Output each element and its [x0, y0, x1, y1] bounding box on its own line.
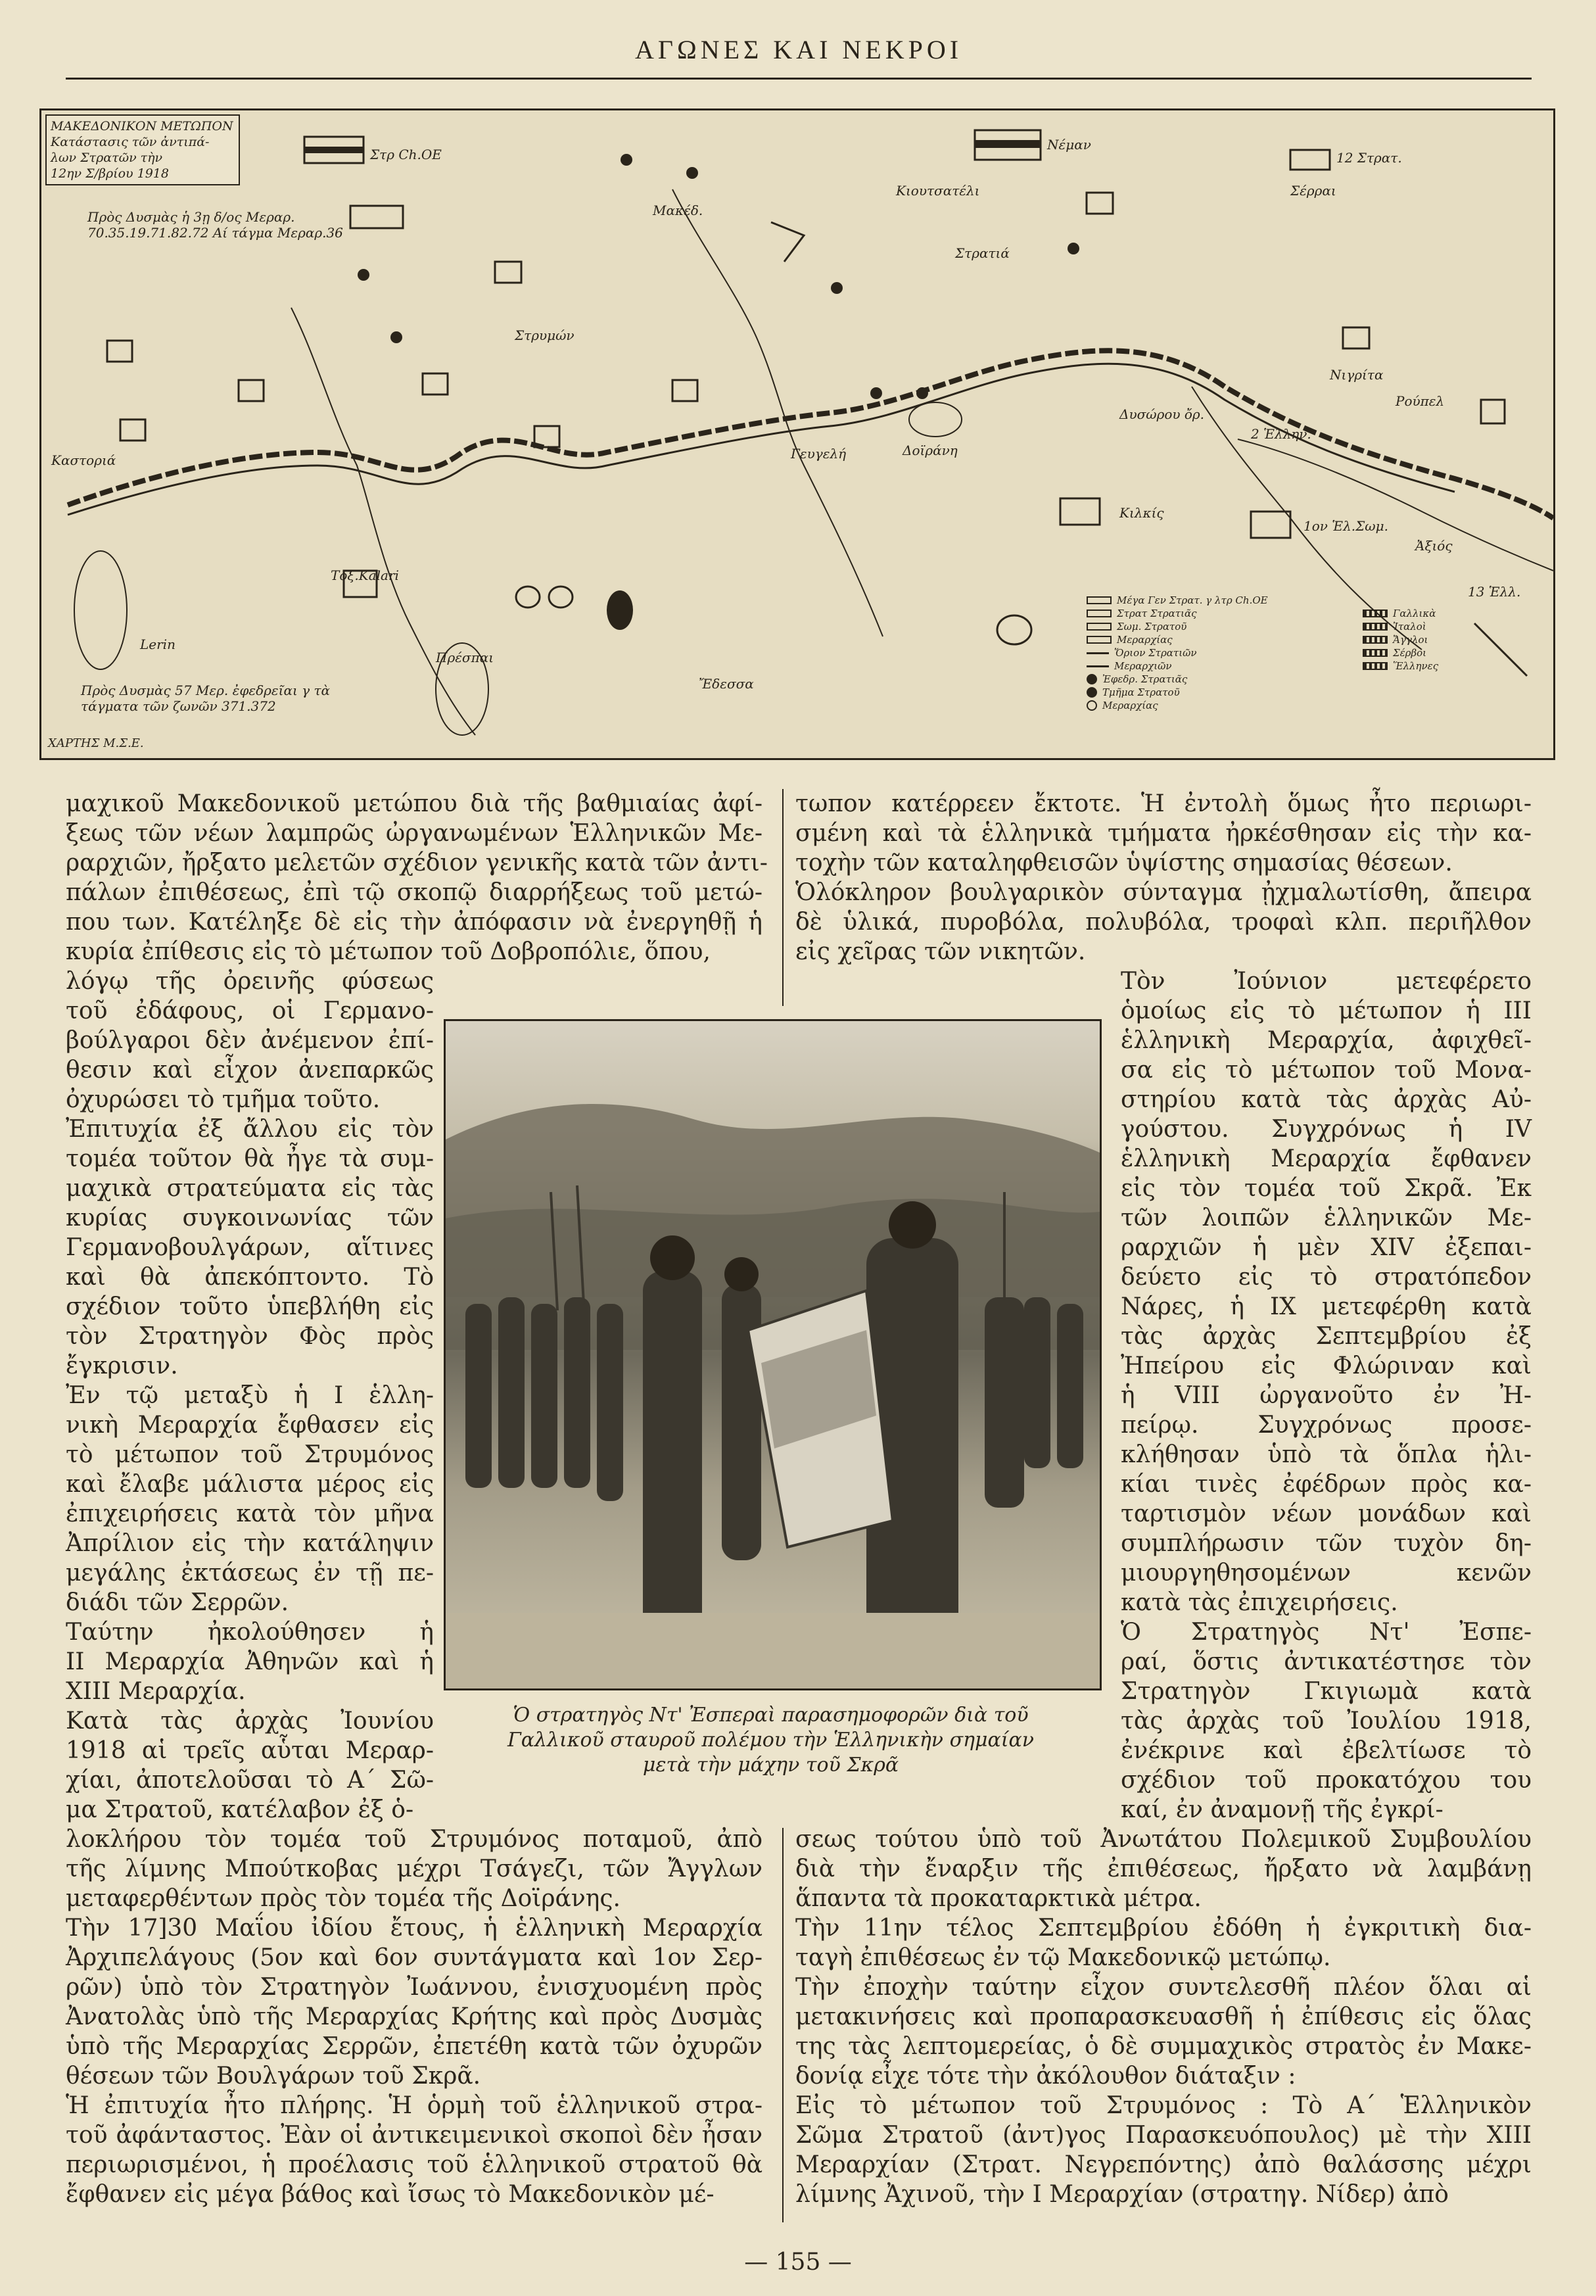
- right-column-top: [795, 789, 1532, 967]
- legend-label: Μεραρχιῶν: [1114, 660, 1172, 672]
- text-line: τοῦ ἐδάφους, οἱ Γερμανο-: [66, 997, 434, 1024]
- text-line: Ἀνατολὰς ὑπὸ τῆς Μεραρχίας Κρήτης καὶ πρὸς Δυσμὰς: [66, 2003, 763, 2030]
- legend-label: Στρατ Στρατιᾶς: [1117, 608, 1197, 619]
- text-line: εἰς χεῖρας τῶν νικητῶν.: [795, 938, 1086, 965]
- right-column-bottom: [795, 1825, 1532, 2209]
- text-line: τὸν Στρατηγὸν Φὸς πρὸς: [66, 1323, 434, 1350]
- legend-swatch: [1087, 652, 1109, 654]
- text-line: ἑλληνικὴ Μεραρχία ἔφθανεν: [1121, 1145, 1532, 1172]
- text-line: θέσεων τῶν Βουλγάρων τοῦ Σκρᾶ.: [66, 2063, 481, 2090]
- map-legend: [1087, 594, 1534, 745]
- legend-swatch: [1363, 623, 1388, 631]
- text-line: συμπλήρωσιν τῶν τυχὸν δη-: [1121, 1530, 1532, 1557]
- photo-scene: [446, 1021, 1100, 1688]
- map-title-line: ΜΑΚΕΔΟΝΙΚΟΝ ΜΕΤΩΠΟΝ: [51, 119, 233, 133]
- text-line: Νάρες, ἡ IX μετεφέρθη κατὰ: [1121, 1293, 1532, 1320]
- text-line: στηρίου κατὰ τὰς ἀρχὰς Αὐ-: [1121, 1086, 1532, 1113]
- text-line: κίαι τινὲς ἐφέδρων πρὸς κα-: [1121, 1471, 1532, 1498]
- text-line: ρῶν) ὑπὸ τὸν Στρατηγὸν Ἰωάννου, ἐνισχυομένη πρὸς: [66, 1974, 763, 2001]
- text-line: δὲ ὑλικά, πυροβόλα, πολυβόλα, τροφαὶ κλπ. περιῆλθον: [795, 909, 1532, 936]
- text-line: που των. Κατέληξε δὲ εἰς τὴν ἀπόφασιν νὰ ἐνεργηθῇ ἡ: [66, 909, 763, 936]
- text-line: κυρία ἐπίθεσις εἰς τὸ μέτωπον τοῦ Δοβροπόλιε, ὅπου,: [66, 938, 711, 965]
- text-line: σμένη καὶ τὰ ἑλληνικὰ τμήματα ἠρκέσθησαν εἰς τὴν κα-: [795, 820, 1532, 847]
- photograph: [444, 1019, 1102, 1690]
- text-line: Ἀρχιπελάγους (5ον καὶ 6ον συντάγματα καὶ 1ον Σερ-: [66, 1944, 763, 1971]
- text-line: τοῦ ἀφάνταστος. Ἐὰν οἱ ἀντικειμενικοὶ σκοποὶ δὲν ἦσαν: [66, 2122, 763, 2149]
- text-line: Ὁ Στρατηγὸς Ντ' Ἐσπε-: [1121, 1619, 1532, 1646]
- river-axios: [672, 189, 883, 636]
- reserve-markers: [516, 586, 1031, 644]
- map-label: 12 Στρατ.: [1336, 150, 1402, 166]
- text-line: λίμνης Ἀχινοῦ, τὴν Ι Μεραρχίαν (στρατηγ. Νίδερ) ἀπὸ: [795, 2181, 1449, 2208]
- map-label: Σέρραι: [1290, 183, 1336, 199]
- legend-swatch: [1087, 665, 1109, 667]
- map-title-line: λων Στρατῶν τὴν: [51, 151, 163, 165]
- text-line: Ἐπιτυχία ἐξ ἄλλου εἰς τὸν: [66, 1116, 434, 1143]
- text-line: διάδι τῶν Σερρῶν.: [66, 1589, 289, 1616]
- text-line: ἔγκρισιν.: [66, 1352, 178, 1379]
- text-line: Τὴν 17]30 Μαΐου ἰδίου ἔτους, ἡ ἑλληνικὴ Μεραρχία: [66, 1915, 763, 1942]
- text-line: καὶ θὰ ἀπεκόπτοντο. Τὸ: [66, 1264, 434, 1291]
- map-label: Ἀξιός: [1415, 538, 1453, 554]
- map-left-note-2: Πρὸς Δυσμὰς 57 Μερ. ἐφεδρεῖαι γ τὰ τάγματα τῶν ζωνῶν 371.372: [81, 682, 331, 714]
- page-number: — 155 —: [744, 2249, 852, 2276]
- text-line: ΧΙΙΙ Μεραρχία.: [66, 1678, 246, 1705]
- legend-swatch: [1087, 674, 1097, 684]
- caption-line: Γαλλικοῦ σταυροῦ πολέμου τὴν Ἑλληνικὴν σημαίαν: [507, 1729, 1035, 1752]
- text-line: ἅπαντα τὰ προκαταρκτικὰ μέτρα.: [795, 1885, 1202, 1912]
- text-line: διὰ τὴν ἔναρξιν τῆς ἐπιθέσεως, ἤρξατο νὰ λαμβάνῃ: [795, 1855, 1532, 1882]
- text-line: τῶν λοιπῶν ἑλληνικῶν Με-: [1121, 1205, 1532, 1232]
- text-line: καί, ἐν ἀναμονῇ τῆς ἐγκρί-: [1121, 1796, 1443, 1823]
- text-line: Ἡ ἐπιτυχία ἦτο πλήρης. Ἡ ὁρμὴ τοῦ ἑλληνικοῦ στρα-: [66, 2092, 763, 2119]
- lake-doirani: [909, 402, 962, 437]
- text-line: κυρίας συγκοινωνίας τῶν: [66, 1205, 434, 1232]
- map-title-line: Κατάστασις τῶν ἀντιπά-: [51, 135, 210, 149]
- map-label: Στρατιά: [955, 245, 1010, 261]
- text-line: ἐπιχειρήσεις κατὰ τὸν μῆνα: [66, 1500, 434, 1527]
- map-label: Τοξ.Kalari: [331, 567, 399, 583]
- text-line: μαχικοῦ Μακεδονικοῦ μετώπου διὰ τῆς βαθμιαίας ἀφί-: [66, 790, 763, 817]
- map-label: Δυσώρου ὄρ.: [1119, 406, 1205, 422]
- text-line: μεταφερθέντων πρὸς τὸν τομέα τῆς Δοϊράνης.: [66, 1885, 621, 1912]
- text-line: ραρχιῶν, ἤρξατο μελετῶν σχέδιον γενικῆς κατὰ τῶν ἀντι-: [66, 849, 768, 876]
- text-line: Στρατηγὸν Γκιγιωμὰ κατὰ: [1121, 1678, 1532, 1705]
- text-line: δονίᾳ εἶχε τότε τὴν ἀκόλουθον διάταξιν :: [795, 2063, 1296, 2090]
- text-line: μιουργηθησομένων κενῶν: [1121, 1560, 1532, 1587]
- text-line: ἔφθανεν εἰς μέγα βάθος καὶ ἴσως τὸ Μακεδονικὸν μέ-: [66, 2181, 715, 2208]
- legend-swatch: [1087, 636, 1112, 644]
- legend-label: Σωμ. Στρατοῦ: [1117, 621, 1187, 633]
- text-line: τὰς ἀρχὰς Σεπτεμβρίου ἐξ: [1121, 1323, 1532, 1350]
- text-line: Ἀπρίλιον εἰς τὴν κατάληψιν: [66, 1530, 434, 1557]
- river-west: [291, 308, 475, 735]
- legend-swatch: [1363, 610, 1388, 617]
- text-line: ταρτισμὸν νέων μονάδων καὶ: [1121, 1500, 1532, 1527]
- text-line: σχέδιον τοῦτο ὑπεβλήθη εἰς: [66, 1293, 434, 1320]
- map-credit: ΧΑΡΤΗΣ Μ.Σ.Ε.: [48, 736, 144, 750]
- map-label: Πρέσπαι: [436, 650, 494, 665]
- map-label: Κιλκίς: [1119, 505, 1164, 521]
- map-label: Γευγελή: [791, 446, 847, 462]
- text-line: τομέα τοῦτον θὰ ἦγε τὰ συμ-: [66, 1145, 434, 1172]
- text-line: τωπον κατέρρεεν ἔκτοτε. Ἡ ἐντολὴ ὅμως ἦτο περιωρι-: [795, 790, 1532, 817]
- text-line: Τὴν 11ην τέλος Σεπτεμβρίου ἐδόθη ἡ ἐγκριτικὴ δια-: [795, 1915, 1532, 1942]
- text-line: ταγὴ ἐπιθέσεως ἐν τῷ Μακεδονικῷ μετώπῳ.: [795, 1944, 1331, 1971]
- text-line: 1918 αἱ τρεῖς αὗται Μεραρ-: [66, 1737, 434, 1764]
- text-line: Σῶμα Στρατοῦ (ἀντ)γος Παρασκευόπουλος) μὲ τὴν ΧΙΙΙ: [795, 2122, 1532, 2149]
- map-left-note: Πρὸς Δυσμὰς ἡ 3ῃ δ/ος Μεραρ. 70.35.19.71.82.72 Αί τάγμα Μεραρ.36: [87, 209, 343, 241]
- caption-line: μετὰ τὴν μάχην τοῦ Σκρᾶ: [642, 1754, 899, 1777]
- caption-line: Ὁ στρατηγὸς Ντ' Ἐσπεραὶ παρασημοφορῶν διὰ τοῦ: [513, 1704, 1029, 1727]
- text-line: ἡ VIII ὠργανοῦτο ἐν Ἠ-: [1121, 1382, 1532, 1409]
- map-label: Κιουτσατέλι: [896, 183, 980, 199]
- text-line: της τὰς λεπτομερείας, ὁ δὲ συμμαχικὸς στρατὸς ἐν Μακε-: [795, 2033, 1532, 2060]
- text-line: δεύετο εἰς τὸ στρατόπεδον: [1121, 1264, 1532, 1291]
- text-line: μεγάλης ἐκτάσεως ἐν τῇ πε-: [66, 1560, 434, 1587]
- text-line: τὰς ἀρχὰς τοῦ Ἰουλίου 1918,: [1121, 1708, 1532, 1734]
- text-line: νικὴ Μεραρχία ἔφθασεν εἰς: [66, 1412, 434, 1439]
- rear-line: [68, 364, 1455, 515]
- text-line: χίαι, ἀποτελοῦσαι τὸ Α΄ Σῶ-: [66, 1767, 434, 1794]
- text-line: ὁμοίως εἰς τὸ μέτωπον ἡ ΙΙΙ: [1121, 997, 1532, 1024]
- map-label: Νιγρίτα: [1330, 367, 1384, 383]
- text-line: ἐνέκρινε καὶ ἐβελτίωσε τὸ: [1121, 1737, 1532, 1764]
- legend-label: Τμῆμα Στρατοῦ: [1102, 686, 1180, 698]
- text-line: Εἰς τὸ μέτωπον τοῦ Στρυμόνος : Τὸ Α΄ Ἑλληνικὸν: [795, 2092, 1532, 2119]
- map-label: 1ον Ἑλ.Σωμ.: [1303, 518, 1388, 534]
- text-line: βούλγαροι δὲν ἀνέμενον ἐπί-: [66, 1027, 434, 1054]
- text-line: Τὸν Ἰούνιον μετεφέρετο: [1121, 968, 1532, 995]
- text-line: ξεως τῶν νέων λαμπρῶς ὠργανωμένων Ἑλληνικῶν Με-: [66, 820, 763, 847]
- legend-swatch: [1087, 623, 1112, 631]
- column-divider: [782, 789, 784, 1006]
- map-label: Νέμαν: [1047, 137, 1091, 153]
- text-line: Ἐν τῷ μεταξὺ ἡ Ι ἑλλη-: [66, 1382, 434, 1409]
- legend-label: Ἐφεδρ. Στρατιᾶς: [1102, 673, 1188, 685]
- map-label: Lerin: [140, 636, 176, 652]
- legend-swatch: [1363, 636, 1388, 644]
- right-column-narrow: [1121, 967, 1532, 1825]
- text-line: Ὁλόκληρον βουλγαρικὸν σύνταγμα ᾐχμαλωτίσθη, ἄπειρα: [795, 879, 1532, 906]
- legend-label: Μεραρχίας: [1117, 634, 1173, 646]
- text-line: μα Στρατοῦ, κατέλαβον ἐξ ὁ-: [66, 1796, 414, 1823]
- text-line: ραρχιῶν ἡ μὲν XIV ἐξεπαι-: [1121, 1234, 1532, 1261]
- text-line: εἰς τὸν τομέα τοῦ Σκρᾶ. Ἐκ: [1121, 1175, 1532, 1202]
- text-line: κλήθησαν ὑπὸ τὰ ὅπλα ἡλι-: [1121, 1441, 1532, 1468]
- text-line: Τὴν ἐποχὴν ταύτην εἶχον συντελεσθῆ πλέον ὅλαι αἱ: [795, 1974, 1532, 2001]
- text-line: λόγῳ τῆς ὀρεινῆς φύσεως: [66, 968, 434, 995]
- text-line: μαχικὰ στρατεύματα εἰς τὰς: [66, 1175, 434, 1202]
- map-label: 2 Ἑλλην.: [1251, 426, 1311, 442]
- text-line: ὀχυρώσει τὸ τμῆμα τοῦτο.: [66, 1086, 381, 1113]
- legend-swatch: [1087, 700, 1097, 711]
- text-line: πείρῳ. Συγχρόνως προσε-: [1121, 1412, 1532, 1439]
- legend-swatch: [1363, 649, 1388, 657]
- photo-caption: [444, 1703, 1098, 1778]
- text-line: κατὰ τὰς ἐπιχειρήσεις.: [1121, 1589, 1398, 1616]
- text-line: Ταύτην ἠκολούθησεν ἡ: [66, 1619, 434, 1646]
- text-line: Μεραρχίαν (Στρατ. Νεγρεπόντης) ἀπὸ θαλάσσης μέχρι: [795, 2151, 1532, 2178]
- text-line: τοχὴν τῶν καταληφθεισῶν ὑψίστης σημασίας θέσεων.: [795, 849, 1453, 876]
- header-rule: [66, 78, 1532, 80]
- left-column-top: [66, 789, 768, 967]
- map-label: Δοϊράνη: [903, 442, 958, 458]
- legend-swatch: [1087, 610, 1112, 617]
- text-line: Γερμανοβουλγάρων, αἵτινες: [66, 1234, 434, 1261]
- legend-label: Γαλλικὰ: [1393, 608, 1436, 619]
- text-line: σχέδιον τοῦ προκατόχου του: [1121, 1767, 1532, 1794]
- legend-label: Μέγα Γεν Στρατ. γ λτρ Ch.OE: [1117, 594, 1268, 606]
- text-line: ὑπὸ τῆς Μεραρχίας Σερρῶν, ἐπετέθη κατὰ τῶν ὀχυρῶν: [66, 2033, 763, 2060]
- text-line: σα εἰς τὸ μέτωπον τοῦ Μονα-: [1121, 1057, 1532, 1084]
- text-line: μετακινήσεις καὶ προπαρασκευασθῆ ἡ ἐπίθεσις εἰς ὅλας: [795, 2003, 1532, 2030]
- legend-swatch: [1363, 662, 1388, 670]
- map-label: 13 Ἑλλ.: [1468, 584, 1521, 600]
- text-line: πάλων ἐπιθέσεως, ἐπὶ τῷ σκοπῷ διαρρήξεως τοῦ μετώ-: [66, 879, 763, 906]
- axis-arrow: [771, 222, 804, 262]
- text-line: γούστου. Συγχρόνως ἡ IV: [1121, 1116, 1532, 1143]
- legend-label: Σέρβοι: [1393, 647, 1427, 659]
- map-label: Στρυμών: [515, 327, 575, 343]
- text-line: σεως τούτου ὑπὸ τοῦ Ἀνωτάτου Πολεμικοῦ Συμβουλίου: [795, 1826, 1532, 1853]
- page-header: ΑΓΩΝΕΣ ΚΑΙ ΝΕΚΡΟΙ: [634, 35, 963, 64]
- front-map: [39, 108, 1555, 760]
- legend-swatch: [1087, 596, 1112, 604]
- text-line: θεσιν καὶ εἶχον ἀνεπαρκῶς: [66, 1057, 434, 1084]
- map-title-line: 12ην Σ/βρίου 1918: [51, 166, 169, 181]
- legend-label: Ὅριον Στρατιῶν: [1114, 647, 1197, 659]
- legend-label: Ἰταλοὶ: [1393, 621, 1426, 633]
- flag-markers: [107, 130, 1505, 597]
- legend-swatch: [1087, 687, 1097, 698]
- legend-label: Ἕλληνες: [1393, 660, 1439, 672]
- text-line: Ἠπείρου εἰς Φλώριναν καὶ: [1121, 1352, 1532, 1379]
- text-line: περιωρισμένοι, ἡ προέλασις τοῦ ἑλληνικοῦ στρατοῦ θὰ: [66, 2151, 763, 2178]
- column-divider: [782, 1828, 784, 2222]
- text-line: τὸ μέτωπον τοῦ Στρυμόνος: [66, 1441, 434, 1468]
- map-label: Ἔδεσσα: [699, 676, 754, 692]
- legend-label: Μεραρχίας: [1102, 700, 1158, 711]
- text-line: Κατὰ τὰς ἀρχὰς Ἰουνίου: [66, 1708, 434, 1734]
- left-column-narrow: [66, 967, 434, 1825]
- map-title-box: [45, 114, 240, 185]
- text-line: ΙΙ Μεραρχία Ἀθηνῶν καὶ ἡ: [66, 1648, 434, 1675]
- map-label: Στρ Ch.OE: [370, 147, 442, 162]
- text-line: τῆς λίμνης Μπούτκοβας μέχρι Τσάγεζι, τῶν Ἄγγλων: [66, 1855, 763, 1882]
- text-line: ἑλληνικὴ Μεραρχία, ἀφιχθεῖ-: [1121, 1027, 1532, 1054]
- text-line: ραί, ὅστις ἀντικατέστησε τὸν: [1121, 1648, 1532, 1675]
- left-column-bottom: [66, 1825, 763, 2209]
- text-line: λοκλήρου τὸν τομέα τοῦ Στρυμόνος ποταμοῦ, ἀπὸ: [66, 1826, 763, 1853]
- map-label: Καστοριά: [51, 452, 116, 468]
- text-line: καὶ ἔλαβε μάλιστα μέρος εἰς: [66, 1471, 434, 1498]
- legend-label: Ἄγγλοι: [1393, 634, 1428, 646]
- lake-prespa: [74, 551, 127, 669]
- map-label: Μακέδ.: [653, 203, 703, 218]
- map-label: Ρούπελ: [1396, 393, 1445, 409]
